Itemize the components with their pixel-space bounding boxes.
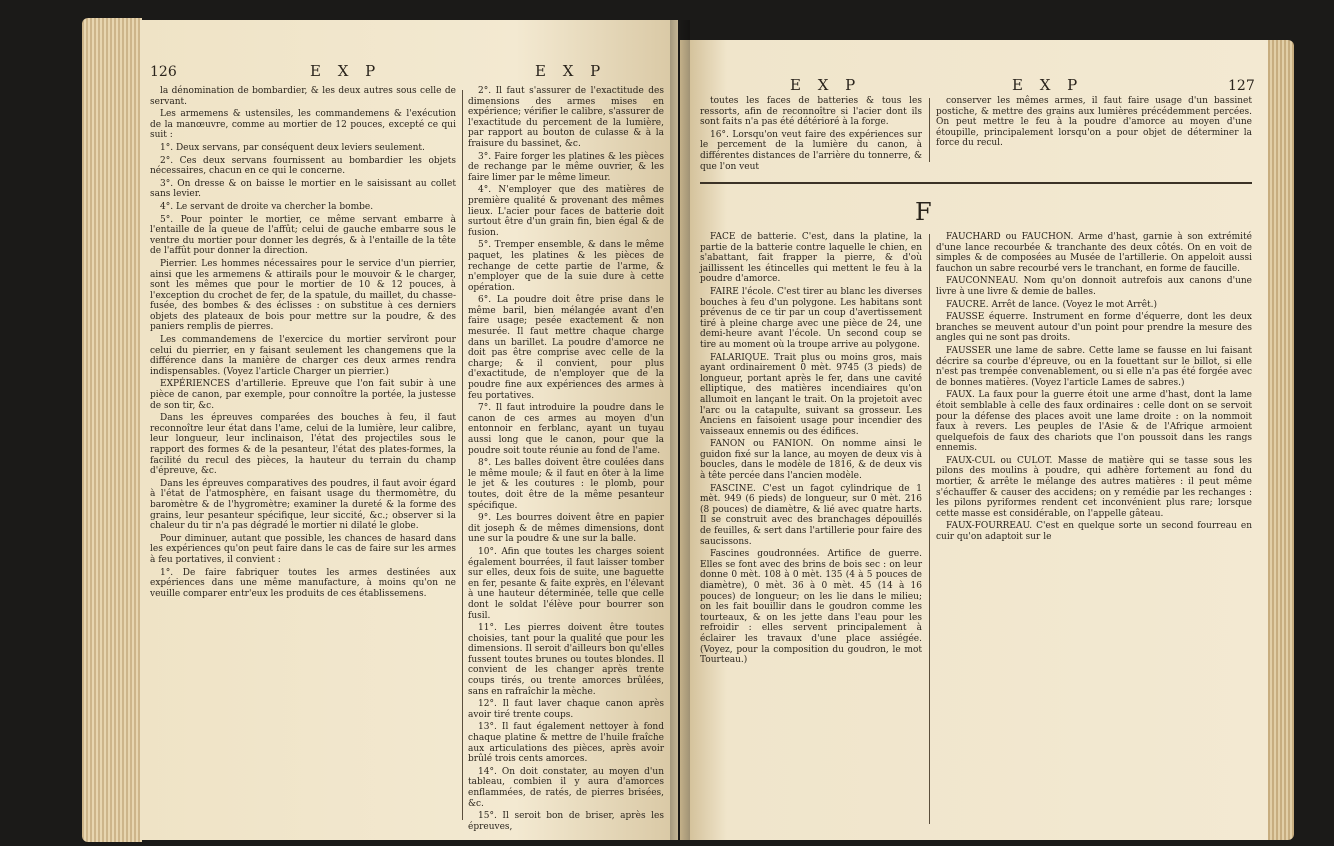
left-column-1 (150, 86, 456, 826)
paragraph: Pierrier. Les hommes nécessaires pour le service d'un pierrier, ainsi que les armemens & attirails pour le mouvoir & le charger, sont les mêmes que pour le mortier de 10 & 12 pouces, à l'exception du crochet de fer, de la spatule, du maillet, du chasse-fusée, des bombes & des éclisses : on substitue à ces derniers objets des plateaux de bois pour mettre sur la poudre, & des paniers remplis de pierres. (150, 258, 456, 333)
section-rule (700, 182, 1252, 184)
paragraph: Fascines goudronnées. Artifice de guerre. Elles se font avec des brins de bois sec : on leur donne 0 mèt. 108 à 0 mèt. 135 (4 à 5 pouces de diamètre), 0 mèt. 36 à 0 mèt. 45 (14 à 16 pouces) de longueur; on les lie dans le milieu; on les fait bouillir dans le goudron comme les tourteaux, & on les jette dans l'eau pour les refroidir : elles servent principalement à éclairer les travaux d'une place assiégée. (Voyez, pour la composition du goudron, le mot Tourteau.) (700, 549, 922, 666)
right-top-column-1 (700, 96, 922, 172)
paragraph: FAUCRE. Arrêt de lance. (Voyez le mot Arrêt.) (946, 299, 1158, 310)
paragraph: Les armemens & ustensiles, les commandemens & l'exécution de la manœuvre, comme au mortier de 12 pouces, excepté ce qui suit : (150, 109, 456, 141)
paragraph: 2°. Il faut s'assurer de l'exactitude des dimensions des armes mises en expérience; vérifier le calibre, s'assurer de l'exactitude du percement de la lumière, par rapport au bouton de culasse & à la fraisure du bassinet, &c. (468, 86, 664, 149)
paragraph: FAUSSER une lame de sabre. Cette lame se fausse en lui faisant décrire sa courbe d'épreuve, ou en la fouettant sur le billot, si elle n'est pas trempée convenablement, ou si elle n'a pas été forgée avec de bonnes matières. (Voyez l'article Lames de sabres.) (936, 345, 1252, 388)
paragraph: toutes les faces de batteries & tous les ressorts, afin de reconnoître si l'acier dont ils sont faits n'a pas été détérioré à la forge. (700, 96, 922, 128)
paragraph: 4°. N'employer que des matières de première qualité & provenant des mêmes lieux. L'acier pour faces de batterie doit surtout être d'un grain fin, bien égal & de fusion. (468, 185, 664, 238)
running-head-right-2: E X P (1012, 76, 1084, 94)
paragraph: 1°. De faire fabriquer toutes les armes destinées aux expériences dans une même manufacture, à moins qu'on ne veuille comparer entr'eux les produits de ces établissemens. (150, 567, 456, 599)
paragraph: conserver les mêmes armes, il faut faire usage d'un bassinet postiche, & mettre des grains aux lumières précédemment percées. On peut mettre le feu à la poudre d'amorce au moyen d'une étoupille, principalement lorsqu'on a pour objet de déterminer la force du recul. (936, 96, 1252, 149)
paragraph: FAUX-FOURREAU. C'est en quelque sorte un second fourreau en cuir qu'on adaptoit sur le (936, 521, 1252, 543)
paragraph: 8°. Les balles doivent être coulées dans le même moule; & il faut en ôter à la lime le jet & les coutures : le plomb, pour toutes, doit être de la même pesanteur spécifique. (468, 458, 664, 511)
book-edge-right (1264, 40, 1294, 840)
page-number-left: 126 (150, 64, 177, 80)
column-rule-left (462, 90, 463, 820)
paragraph: 3°. On dresse & on baisse le mortier en le saisissant au collet sans levier. (150, 178, 456, 200)
paragraph: 12°. Il faut laver chaque canon après avoir tiré trente coups. (468, 699, 664, 720)
paragraph: FACE de batterie. C'est, dans la platine, la partie de la batterie contre laquelle le chien, en s'abattant, fait frapper la pierre, & d'où jaillissent les étincelles qui mettent le feu à la poudre d'amorce. (700, 232, 922, 285)
paragraph: FANON ou FANION. On nomme ainsi le guidon fixé sur la lance, au moyen de deux vis à boucles, dans le modèle de 1816, & de deux vis à tête percée dans l'ancien modèle. (700, 439, 922, 482)
page-number-right: 127 (1228, 78, 1255, 94)
left-column-2 (468, 86, 664, 832)
paragraph: 2°. Ces deux servans fournissent au bombardier les objets nécessaires, chacun en ce qui le concerne. (150, 155, 456, 177)
paragraph: 15°. Il seroit bon de briser, après les épreuves, (468, 811, 664, 832)
paragraph: FAUCONNEAU. Nom qu'on donnoit autrefois aux canons d'une livre à une livre & demie de balles. (936, 276, 1252, 297)
paragraph: Pour diminuer, autant que possible, les chances de hasard dans les expériences qu'on peut faire dans le cas de faire sur les armes à feu portatives, il convient : (150, 533, 456, 565)
paragraph: EXPÉRIENCES d'artillerie. Epreuve que l'on fait subir à une pièce de canon, par exemple, pour connoître la portée, la justesse de son tir, &c. (150, 379, 456, 411)
paragraph: 10°. Afin que toutes les charges soient également bourrées, il faut laisser tomber sur elles, deux fois de suite, une baguette en fer, pesante & faite exprès, en l'élevant à une hauteur déterminée, telle que celle dont le soldat l'élève pour bourrer son fusil. (468, 546, 664, 621)
running-head-left-1: E X P (310, 62, 382, 80)
right-top-column-2 (936, 96, 1252, 166)
paragraph: Les commandemens de l'exercice du mortier servîront pour celui du pierrier, en y faisant seulement les changemens que la différence dans la manière de charger ces deux armes rendra indispensables. (Voyez l'article Charger un pierrier.) (150, 335, 456, 377)
paragraph: 1°. Deux servans, par conséquent deux leviers seulement. (160, 142, 425, 153)
section-letter: F (915, 198, 932, 226)
paragraph: Dans les épreuves comparées des bouches à feu, il faut reconnoître leur état dans l'ame, celui de la lumière, leur calibre, leur longueur, leur inclinaison, l'état des projectiles sous le rapport des formes & de la pesanteur, l'état des plates-formes, la facilité du recul des pièces, la hauteur du terrain du champ d'épreuve, &c. (150, 413, 456, 477)
paragraph: 4°. Le servant de droite va chercher la bombe. (160, 201, 374, 212)
column-rule-right-top (929, 98, 930, 162)
right-column-1 (700, 232, 922, 826)
running-head-left-2: E X P (535, 62, 607, 80)
paragraph: 6°. La poudre doit être prise dans le même baril, bien mélangée avant d'en faire usage; pesée exactement & non mesurée. Il faut mettre chaque charge dans un barillet. La poudre d'amorce ne doit pas être comprise avec celle de la charge; & il convient, pour plus d'exactitude, de n'employer que de la poudre fine aux expériences des armes à feu portatives. (468, 295, 664, 401)
paragraph: Dans les épreuves comparatives des poudres, il faut avoir égard à l'état de l'atmosphère, en faisant usage du thermomètre, du baromètre & de l'hygromètre; examiner la dureté & la forme des grains, leur pesanteur spécifique, leur siccité, &c.; observer si la chaleur du tir n'a pas dégradé le mortier ni dilaté le globe. (150, 478, 456, 532)
column-rule-right (929, 234, 930, 824)
paragraph: 16°. Lorsqu'on veut faire des expériences sur le percement de la lumière du canon, à différentes distances de l'arrière du tonnerre, & que l'on veut (700, 129, 922, 172)
paragraph: 9°. Les bourres doivent être en papier dit joseph & de mêmes dimensions, dont une sur la poudre & une sur la balle. (468, 513, 664, 545)
paragraph: 14°. On doit constater, au moyen d'un tableau, combien il y aura d'amorces enflammées, de ratés, de pierres brisées, &c. (468, 766, 664, 809)
paragraph: FAUSSE équerre. Instrument en forme d'équerre, dont les deux branches se meuvent autour d'un point pour prendre la mesure des angles qui ne sont pas droits. (936, 312, 1252, 344)
paragraph: 13°. Il faut également nettoyer à fond chaque platine & mettre de l'huile fraîche aux articulations des pièces, après avoir brûlé trois cents amorces. (468, 722, 664, 765)
paragraph: FAUCHARD ou FAUCHON. Arme d'hast, garnie à son extrémité d'une lance recourbée & tranchante des deux côtés. On en voit de simples & de composées au Musée de l'artillerie. On appeloit aussi fauchon un sabre recourbé vers le tranchant, en forme de faucille. (936, 232, 1252, 274)
paragraph: la dénomination de bombardier, & les deux autres sous celle de servant. (150, 86, 456, 107)
book-edge-left (82, 18, 142, 842)
running-head-right-1: E X P (790, 76, 862, 94)
paragraph: 5°. Pour pointer le mortier, ce même servant embarre à l'entaille de la queue de l'affût; celui de gauche embarre sous le ventre du mortier pour donner les degrés, & à l'entaille de la tête de l'affût pour donner la direction. (150, 214, 456, 257)
paragraph: 3°. Faire forger les platines & les pièces de rechange par le même ouvrier, & les faire limer par le même limeur. (468, 151, 664, 183)
paragraph: 7°. Il faut introduire la poudre dans le canon de ces armes au moyen d'un entonnoir en ferblanc, ayant un tuyau aussi long que le canon, pour que la poudre soit toute réunie au fond de l'ame. (468, 403, 664, 456)
paragraph: FAUX. La faux pour la guerre étoit une arme d'hast, dont la lame étoit semblable à celle des faux ordinaires : celle dont on se servoit pour la défense des places avoit une lame droite : on la nommoit faux à revers. Les peuples de l'Asie & de l'Afrique armoient quelquefois de faux des chariots que l'on poussoit dans les rangs ennemis. (936, 390, 1252, 454)
paragraph: FAUX-CUL ou CULOT. Masse de matière qui se tasse sous les pilons des moulins à poudre, qui adhère fortement au fond du mortier, & arrête le mélange des autres matières : il peut même s'échauffer & causer des accidens; on y remédie par les rechanges : les pilons pyriformes rendent cet inconvénient plus rare; lorsque cette masse est considérable, on l'appelle gâteau. (936, 455, 1252, 519)
paragraph: FALARIQUE. Trait plus ou moins gros, mais ayant ordinairement 0 mèt. 9745 (3 pieds) de longueur, portant après le fer, dans une cavité elliptique, des matières incendiaires qu'on allumoit en lançant le trait. On la projetoit avec l'arc ou la catapulte, suivant sa grosseur. Les Anciens en faisoient usage pour incendier des vaisseaux ennemis ou des édifices. (700, 352, 922, 437)
paragraph: 11°. Les pierres doivent être toutes choisies, tant pour la qualité que pour les dimensions. Il seroit d'ailleurs bon qu'elles fussent toutes brunes ou toutes blondes. Il convient de les changer après trente coups tirés, ou trente amorces brûlées, sans en rafraîchir la mèche. (468, 623, 664, 697)
paragraph: 5°. Tremper ensemble, & dans le même paquet, les platines & les pièces de rechange de cette partie de l'arme, & n'employer que de la suie dure à cette opération. (468, 240, 664, 293)
paragraph: FASCINE. C'est un fagot cylindrique de 1 mèt. 949 (6 pieds) de longueur, sur 0 mèt. 216 (8 pouces) de diamètre, & lié avec quatre harts. Il se construit avec des branchages dépouillés de feuilles, & sert dans l'artillerie pour faire des saucissons. (700, 483, 922, 547)
right-column-2 (936, 232, 1252, 826)
paragraph: FAIRE l'école. C'est tirer au blanc les diverses bouches à feu d'un polygone. Les habitans sont prévenus de ce tir par un coup d'avertissement tiré à pleine charge avec une pièce de 24, une demi-heure avant l'école. Un second coup se tire au moment où la troupe arrive au polygone. (700, 286, 922, 350)
book-gutter (670, 20, 690, 840)
